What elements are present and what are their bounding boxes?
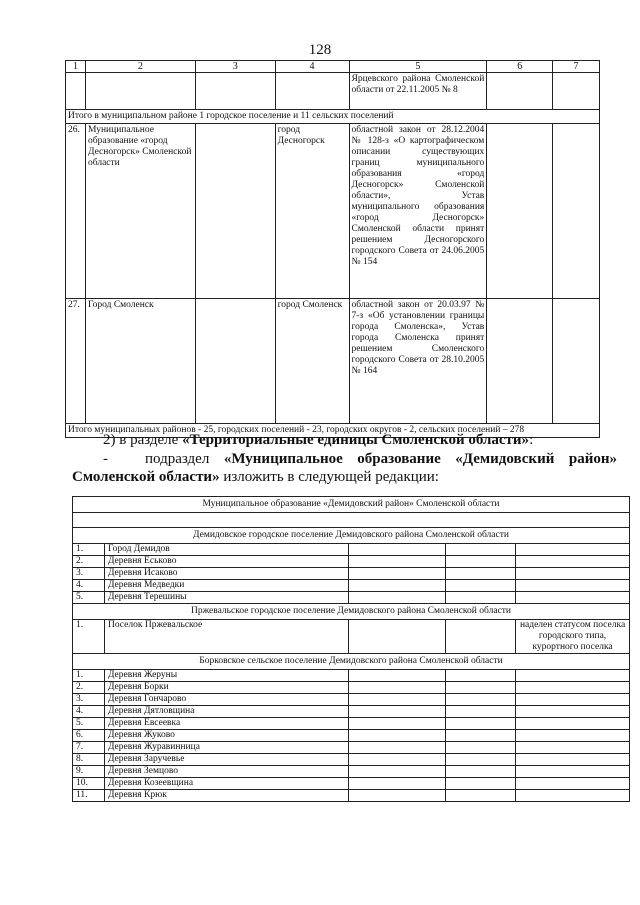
page-number: 128 — [308, 42, 332, 58]
cell-note — [516, 778, 630, 790]
cell-document: областной закон от 28.12.2004 № 128-з «О картографическом описании существующих границ муниципального образования «город Десногорск» Смоленской области», Устав муниципального образования «город Десногорск» Смоленской области принят решением Десногорского городского Совета от 24.06.2005 № 154 — [349, 124, 487, 299]
cell-note — [516, 730, 630, 742]
cell-name: Поселок Пржевальское — [104, 620, 348, 654]
cell-note — [516, 790, 630, 802]
cell-note — [516, 556, 630, 568]
cell-note — [516, 706, 630, 718]
cell-name: Деревня Крюк — [104, 790, 348, 802]
paragraph-2-line-1: подраздел «Муниципальное образование «Демидовский район» — [145, 451, 617, 467]
cell-num: 2. — [73, 556, 105, 568]
table-row — [73, 718, 630, 730]
table-row — [73, 580, 630, 592]
cell-num: 4. — [73, 706, 105, 718]
table-row — [73, 754, 630, 766]
cell-name: Деревня Терешины — [104, 592, 348, 604]
section-title: Демидовское городское поселение Демидовского района Смоленской области — [73, 528, 630, 544]
cell-note: наделен статусом поселка городского типа, курортного поселка — [516, 620, 630, 654]
cell-num: 10. — [73, 778, 105, 790]
section-title: Пржевальское городское поселение Демидовского района Смоленской области — [73, 604, 630, 620]
table-row — [73, 742, 630, 754]
header-cell: 7 — [553, 61, 600, 73]
cell-num: 9. — [73, 766, 105, 778]
cell-name: Деревня Исаково — [104, 568, 348, 580]
cell-document: Ярцевского района Смоленской области от 22.11.2005 № 8 — [349, 73, 487, 110]
header-cell: 1 — [66, 61, 86, 73]
table-row — [73, 620, 630, 654]
paragraph-2-dash: - — [103, 451, 108, 467]
cell-num: 5. — [73, 592, 105, 604]
cell-name: Муниципальное образование «город Десногорск» Смоленской области — [85, 124, 195, 299]
cell-name: Деревня Земцово — [104, 766, 348, 778]
cell-num: 3. — [73, 694, 105, 706]
cell-note — [516, 742, 630, 754]
cell-note — [516, 544, 630, 556]
blank-row — [73, 513, 630, 528]
table-row — [66, 73, 600, 110]
cell-name: Деревня Журавинница — [104, 742, 348, 754]
cell-note — [516, 568, 630, 580]
table-row — [73, 778, 630, 790]
grand-total-text: Итого муниципальных районов - 25, городских поселений - 23, городских округов - 2, сельских поселений – 278 — [66, 424, 600, 438]
table-row — [73, 706, 630, 718]
cell-num: 1. — [73, 620, 105, 654]
cell-note — [516, 754, 630, 766]
cell-name: Деревня Борки — [104, 682, 348, 694]
cell-num: 26. — [66, 124, 86, 299]
municipal-table — [65, 60, 600, 438]
cell-name: Деревня Еськово — [104, 556, 348, 568]
cell-num: 2. — [73, 682, 105, 694]
header-cell: 3 — [195, 61, 275, 73]
cell-name: Город Демидов — [104, 544, 348, 556]
table-row — [73, 544, 630, 556]
cell-num: 6. — [73, 730, 105, 742]
cell-name: Деревня Медведки — [104, 580, 348, 592]
cell-name: Деревня Козеевщина — [104, 778, 348, 790]
subtotal-row — [66, 110, 600, 124]
subtotal-text: Итого в муниципальном районе 1 городское поселение и 11 сельских поселений — [66, 110, 600, 124]
table-row — [73, 694, 630, 706]
header-cell: 4 — [275, 61, 349, 73]
cell-num: 3. — [73, 568, 105, 580]
section-title: Борковское сельское поселение Демидовского района Смоленской области — [73, 654, 630, 670]
cell-document: областной закон от 20.03.97 № 7-з «Об установлении границы города Смоленска», Устав города Смоленска принят решением Смоленского городского Совета от 28.10.2005 № 164 — [349, 299, 487, 424]
cell-name: Деревня Жуково — [104, 730, 348, 742]
table-row — [73, 568, 630, 580]
table-title-row — [73, 497, 630, 513]
table-row — [73, 682, 630, 694]
header-cell: 5 — [349, 61, 487, 73]
cell-note — [516, 670, 630, 682]
header-cell: 6 — [487, 61, 553, 73]
cell-name: Деревня Заручевье — [104, 754, 348, 766]
header-row — [66, 61, 600, 73]
table-row — [66, 299, 600, 424]
cell-num: 4. — [73, 580, 105, 592]
cell-num: 1. — [73, 544, 105, 556]
cell-note — [516, 592, 630, 604]
settlements-table — [72, 496, 630, 802]
section-row — [73, 528, 630, 544]
cell-name: Город Смоленск — [85, 299, 195, 424]
cell-num: 7. — [73, 742, 105, 754]
cell-note — [516, 580, 630, 592]
table-row — [73, 766, 630, 778]
cell-center: город Десногорск — [275, 124, 349, 299]
cell-name: Деревня Гончарово — [104, 694, 348, 706]
table-row — [73, 670, 630, 682]
cell-name: Деревня Евсеевка — [104, 718, 348, 730]
table-title: Муниципальное образование «Демидовский район» Смоленской области — [73, 497, 630, 513]
cell-note — [516, 694, 630, 706]
cell-note — [516, 682, 630, 694]
cell-note — [516, 718, 630, 730]
table-row — [73, 790, 630, 802]
table-row — [66, 124, 600, 299]
cell-center: город Смоленск — [275, 299, 349, 424]
cell-note — [516, 766, 630, 778]
table-row — [73, 592, 630, 604]
table-row — [73, 730, 630, 742]
header-cell: 2 — [85, 61, 195, 73]
cell-num: 8. — [73, 754, 105, 766]
cell-name: Деревня Дятловщина — [104, 706, 348, 718]
section-row — [73, 604, 630, 620]
cell-num: 27. — [66, 299, 86, 424]
cell-num: 11. — [73, 790, 105, 802]
section-row — [73, 654, 630, 670]
cell-name: Деревня Жеруны — [104, 670, 348, 682]
cell-num: 1. — [73, 670, 105, 682]
paragraph-2-line-2: Смоленской области» изложить в следующей редакции: — [72, 469, 439, 485]
paragraph-1: 2) в разделе «Территориальные единицы Смоленской области»: — [103, 432, 534, 448]
cell-num: 5. — [73, 718, 105, 730]
table-row — [73, 556, 630, 568]
